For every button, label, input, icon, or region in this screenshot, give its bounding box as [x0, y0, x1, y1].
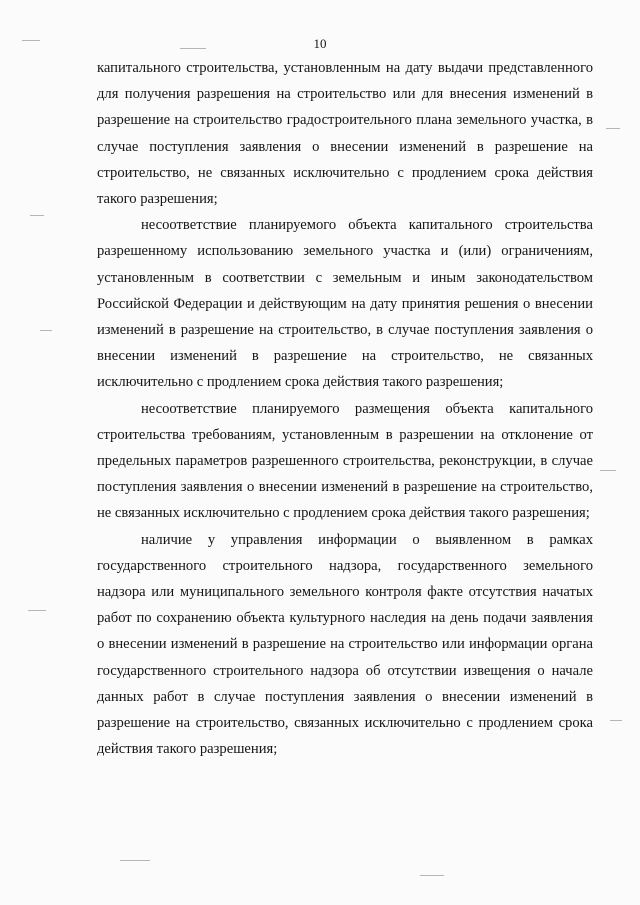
scan-noise: [28, 610, 46, 611]
scan-noise: [120, 860, 150, 861]
paragraph-1: капитального строительства, установленным на дату выдачи представленного для получения разрешения на строительство или для внесения изменений в разрешение на строительство градостроительного плана земельного участка, в случае поступления заявления о внесении изменений в разрешение на строительство, не связанных исключительно с продлением срока действия такого разрешения;: [97, 60, 593, 208]
scan-noise: [610, 720, 622, 721]
scan-noise: [30, 215, 44, 216]
page-number: 10: [313, 36, 327, 51]
document-body: [97, 55, 593, 762]
scan-noise: [600, 470, 616, 471]
scan-noise: [606, 128, 620, 129]
scan-noise: [40, 330, 52, 331]
paragraph-4: наличие у управления информации о выявленном в рамках государственного строительного надзора, государственного земельного надзора или муниципального земельного контроля факте отсутствия начатых работ по сохранению объекта культурного наследия на день подачи заявления о внесении изменений в разрешение на строительство или информации органа государственного строительного надзора об отсутствии извещения о начале данных работ в случае поступления заявления о внесении изменений в разрешение на строительство, связанных исключительно с продлением срока действия такого разрешения;: [97, 531, 593, 758]
scan-noise: [420, 875, 444, 876]
paragraph-3: несоответствие планируемого размещения объекта капитального строительства требованиям, установленным в разрешении на отклонение от предельных параметров разрешенного строительства, реконструкции, в случае поступления заявления о внесении изменений в разрешение на строительство, не связанных исключительно с продлением срока действия такого разрешения;: [97, 400, 593, 522]
paragraph-2: несоответствие планируемого объекта капитального строительства разрешенному использованию земельного участка и (или) ограничениям, установленным в соответствии с земельным и иным законодательством Российской Федерации и действующим на дату принятия решения о внесении изменений в разрешение на строительство, в случае поступления заявления о внесении изменений в разрешение на строительство, не связанных исключительно с продлением срока действия такого разрешения;: [97, 217, 593, 391]
